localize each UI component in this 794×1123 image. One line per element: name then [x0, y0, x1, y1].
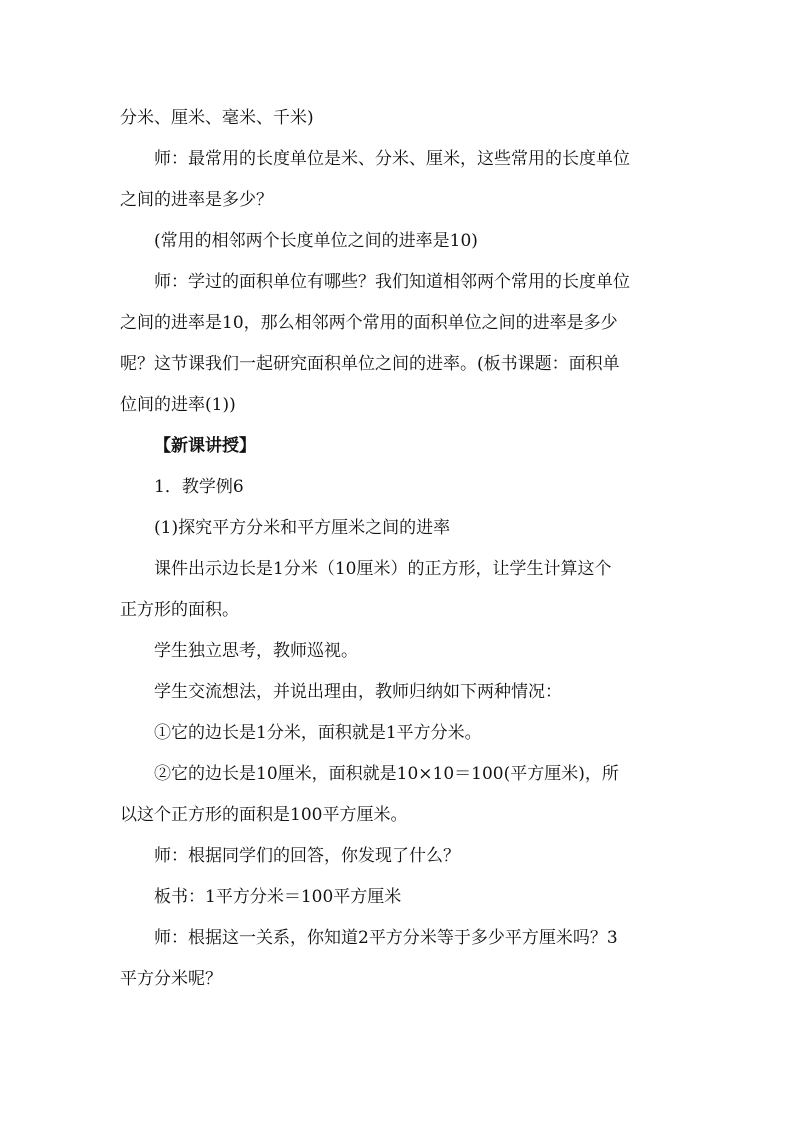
text-line: ②它的边长是10厘米，面积就是10×10＝100(平方厘米)，所	[154, 764, 619, 784]
text-line: 以这个正方形的面积是100平方厘米。	[120, 805, 408, 825]
text-line: 之间的进率是多少？	[120, 190, 273, 210]
text-line: 分米、厘米、毫米、千米)	[120, 108, 314, 128]
text-line: 师：最常用的长度单位是米、分米、厘米，这些常用的长度单位	[154, 149, 630, 169]
text-line: (1)探究平方分米和平方厘米之间的进率	[154, 518, 451, 538]
text-line: 学生独立思考，教师巡视。	[154, 641, 358, 661]
text-line: 师：根据同学们的回答，你发现了什么？	[154, 846, 460, 866]
text-line: (常用的相邻两个长度单位之间的进率是10)	[154, 231, 478, 251]
text-line: 师：学过的面积单位有哪些？我们知道相邻两个常用的长度单位	[154, 272, 630, 292]
document-body	[120, 98, 680, 1000]
text-line: 板书：1平方分米＝100平方厘米	[154, 887, 402, 907]
text-line: 师：根据这一关系，你知道2平方分米等于多少平方厘米吗？3	[154, 928, 618, 948]
text-line: 课件出示边长是1分米（10厘米）的正方形，让学生计算这个	[154, 559, 612, 579]
text-line: 平方分米呢？	[120, 969, 222, 989]
text-line: 正方形的面积。	[120, 600, 239, 620]
text-line: 呢？这节课我们一起研究面积单位之间的进率。(板书课题：面积单	[120, 354, 620, 374]
text-line: 1．教学例6	[154, 477, 244, 497]
text-line: 位间的进率(1))	[120, 395, 236, 415]
section-heading: 【新课讲授】	[154, 436, 256, 456]
text-line: 学生交流想法，并说出理由，教师归纳如下两种情况：	[154, 682, 562, 702]
text-line: ①它的边长是1分米，面积就是1平方分米。	[154, 723, 482, 743]
text-line: 之间的进率是10，那么相邻两个常用的面积单位之间的进率是多少	[120, 313, 618, 333]
